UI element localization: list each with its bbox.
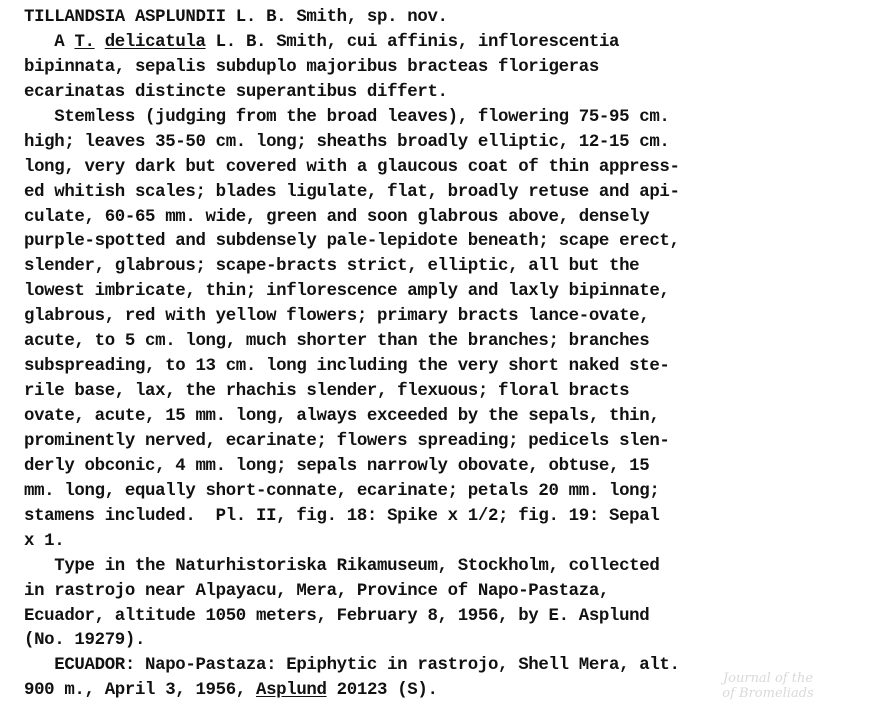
text-segment: acute, to 5 cm. long, much shorter than the branches; branches xyxy=(24,332,650,352)
underlined-text: Asplund xyxy=(255,681,327,701)
text-line xyxy=(24,679,864,704)
text-line xyxy=(24,280,864,305)
text-segment: 20123 (S). xyxy=(326,681,438,701)
text-line xyxy=(24,106,864,131)
text-line xyxy=(24,530,864,555)
text-segment: culate, 60-65 mm. wide, green and soon glabrous above, densely xyxy=(24,207,650,227)
text-line xyxy=(24,355,864,380)
text-line xyxy=(24,430,864,455)
text-segment: prominently nerved, ecarinate; flowers spreading; pedicels slen- xyxy=(24,431,670,451)
text-segment: ecarinatas distincte superantibus differt. xyxy=(24,82,448,102)
text-segment: purple-spotted and subdensely pale-lepidote beneath; scape erect, xyxy=(24,232,680,252)
text-segment: (No. 19279). xyxy=(24,631,146,651)
text-line xyxy=(24,156,864,181)
text-segment: ovate, acute, 15 mm. long, always exceeded by the sepals, thin, xyxy=(24,407,660,426)
text-segment: high; leaves 35-50 cm. long; sheaths broadly elliptic, 12-15 cm. xyxy=(24,132,670,152)
underlined-text: delicatula xyxy=(104,32,206,52)
text-segment: L. B. Smith, cui affinis, inflorescentia xyxy=(205,32,620,52)
text-line xyxy=(24,31,864,56)
text-line xyxy=(24,330,864,355)
watermark-line-1: Journal of the xyxy=(722,671,814,686)
underlined-text: T. xyxy=(74,32,95,52)
text-line xyxy=(24,605,864,630)
text-segment: 900 m., April 3, 1956, xyxy=(24,681,256,701)
text-line xyxy=(24,6,864,31)
text-line xyxy=(24,580,864,605)
text-line xyxy=(24,629,864,654)
text-segment: ECUADOR: Napo-Pastaza: Epiphytic in rastrojo, Shell Mera, alt. xyxy=(24,656,680,676)
text-segment: stamens included. Pl. II, fig. 18: Spike x 1/2; fig. 19: Sepal xyxy=(24,506,660,526)
text-line xyxy=(24,505,864,530)
watermark-line-2: of Bromeliads xyxy=(722,686,814,701)
text-line xyxy=(24,405,864,430)
text-line xyxy=(24,555,864,580)
text-segment: TILLANDSIA ASPLUNDII L. B. Smith, sp. nov. xyxy=(24,8,448,27)
text-line xyxy=(24,455,864,480)
text-segment: mm. long, equally short-connate, ecarinate; petals 20 mm. long; xyxy=(24,481,660,501)
text-segment: rile base, lax, the rhachis slender, flexuous; floral bracts xyxy=(24,382,630,402)
text-segment: bipinnata, sepalis subduplo majoribus bracteas florigeras xyxy=(24,57,599,77)
text-segment: derly obconic, 4 mm. long; sepals narrowly obovate, obtuse, 15 xyxy=(24,456,650,476)
text-segment: A xyxy=(24,32,75,52)
text-segment: lowest imbricate, thin; inflorescence amply and laxly bipinnate, xyxy=(24,282,670,302)
text-segment: Ecuador, altitude 1050 meters, February 8, 1956, by E. Asplund xyxy=(24,606,650,626)
text-line xyxy=(24,131,864,156)
text-segment: Type in the Naturhistoriska Rikamuseum, Stockholm, collected xyxy=(24,556,660,576)
text-segment xyxy=(95,33,105,52)
text-line xyxy=(24,380,864,405)
text-line xyxy=(24,654,864,679)
text-line xyxy=(24,255,864,280)
text-segment: glabrous, red with yellow flowers; primary bracts lance-ovate, xyxy=(24,307,650,327)
text-segment: in rastrojo near Alpayacu, Mera, Province of Napo-Pastaza, xyxy=(24,581,609,601)
species-description-text xyxy=(24,6,864,704)
text-line xyxy=(24,230,864,255)
text-line xyxy=(24,480,864,505)
text-segment: ed whitish scales; blades ligulate, flat, broadly retuse and api- xyxy=(24,182,680,202)
text-line xyxy=(24,81,864,106)
text-segment: slender, glabrous; scape-bracts strict, elliptic, all but the xyxy=(24,257,640,277)
text-line xyxy=(24,206,864,231)
text-segment: long, very dark but covered with a glaucous coat of thin appress- xyxy=(24,157,680,177)
text-segment: Stemless (judging from the broad leaves), flowering 75-95 cm. xyxy=(24,107,670,127)
text-line xyxy=(24,181,864,206)
text-line xyxy=(24,305,864,330)
text-segment: subspreading, to 13 cm. long including the very short naked ste- xyxy=(24,357,670,377)
text-segment: x 1. xyxy=(24,531,65,551)
text-line xyxy=(24,56,864,81)
